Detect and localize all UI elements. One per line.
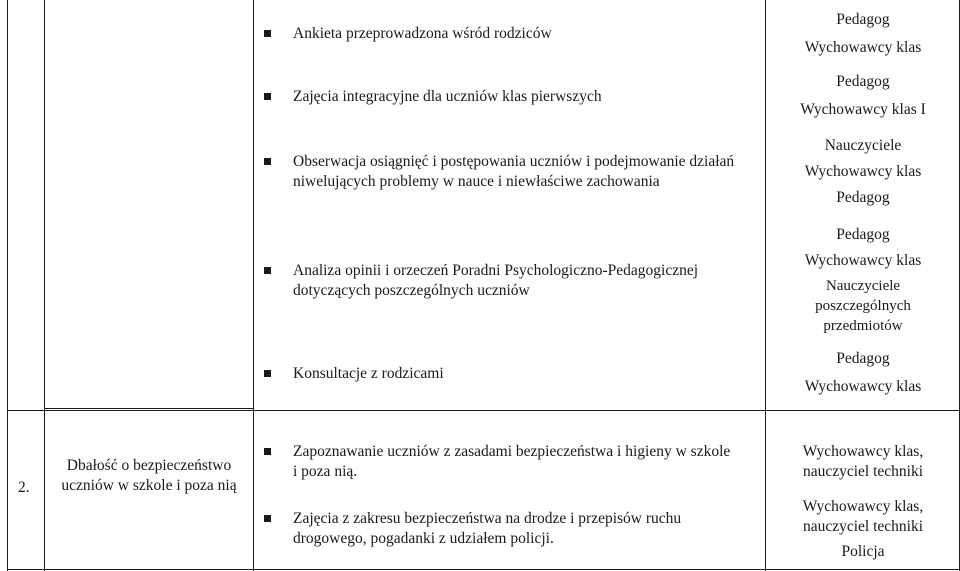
responsible-line: poszczególnych — [815, 298, 911, 314]
section-divider — [7, 410, 960, 411]
responsible-line: Wychowawcy klas, — [802, 443, 924, 460]
area-cell — [46, 456, 252, 496]
responsible-line: Nauczyciele — [824, 137, 902, 154]
responsible-line: Nauczyciele — [825, 278, 901, 294]
responsible-line: Pedagog — [836, 226, 890, 243]
responsible-line: Policja — [841, 543, 885, 560]
bullet-icon — [264, 448, 271, 455]
task-text: niwelujących problemy w nauce i niewłaściwe zachowania — [293, 173, 660, 190]
table-border-left — [7, 0, 8, 571]
task-text: Zapoznawanie uczniów z zasadami bezpieczeństwa i higieny w szkole — [293, 443, 731, 460]
responsible-line: Wychowawcy klas, — [802, 498, 924, 515]
responsible-cell — [766, 10, 960, 58]
responsible-line: przedmiotów — [823, 318, 903, 334]
responsible-line: Pedagog — [836, 350, 890, 367]
responsible-line: nauczyciel techniki — [802, 518, 924, 535]
responsible-cell — [766, 225, 960, 336]
area-line: Dbałość o bezpieczeństwo — [66, 457, 232, 474]
task-text: Obserwacja osiągnięć i postępowania uczniów i podejmowanie działań — [293, 153, 735, 170]
task-text: Zajęcia z zakresu bezpieczeństwa na drodze i przepisów ruchu — [293, 510, 682, 527]
bullet-icon — [264, 158, 271, 165]
bullet-icon — [264, 370, 271, 377]
responsible-line: Wychowawcy klas — [804, 39, 922, 56]
responsible-line: Wychowawcy klas I — [800, 101, 926, 118]
bullet-icon — [264, 267, 271, 274]
task-text: Zajęcia integracyjne dla uczniów klas pierwszych — [293, 88, 602, 105]
responsible-line: Wychowawcy klas — [804, 163, 922, 180]
task-text: Konsultacje z rodzicami — [293, 365, 444, 382]
task-text: Analiza opinii i orzeczeń Poradni Psychologiczno-Pedagogicznej — [293, 262, 699, 279]
bullet-icon — [264, 515, 271, 522]
bullet-icon — [264, 30, 271, 37]
responsible-cell — [766, 349, 960, 397]
responsible-line: Wychowawcy klas — [804, 378, 922, 395]
responsible-cell — [766, 497, 960, 562]
task-text: i poza nią. — [293, 463, 358, 480]
area-divider — [44, 408, 254, 409]
responsible-line: Wychowawcy klas — [804, 252, 922, 269]
responsible-cell — [766, 442, 960, 482]
column-divider-area — [253, 0, 254, 571]
row-number: 2. — [18, 479, 30, 496]
responsible-cell — [766, 72, 960, 120]
responsible-line: Pedagog — [836, 11, 890, 28]
responsible-line: nauczyciel techniki — [802, 463, 924, 480]
bullet-icon — [264, 93, 271, 100]
table-border-bottom — [7, 569, 960, 570]
area-line: uczniów w szkole i poza nią — [61, 477, 237, 494]
column-divider-number — [44, 0, 45, 571]
task-text: drogowego, pogadanki z udziałem policji. — [293, 530, 554, 547]
responsible-cell — [766, 136, 960, 208]
responsible-line: Pedagog — [836, 189, 890, 206]
task-text: dotyczących poszczególnych uczniów — [293, 282, 530, 299]
responsible-line: Pedagog — [836, 73, 890, 90]
task-text: Ankieta przeprowadzona wśród rodziców — [293, 25, 552, 42]
